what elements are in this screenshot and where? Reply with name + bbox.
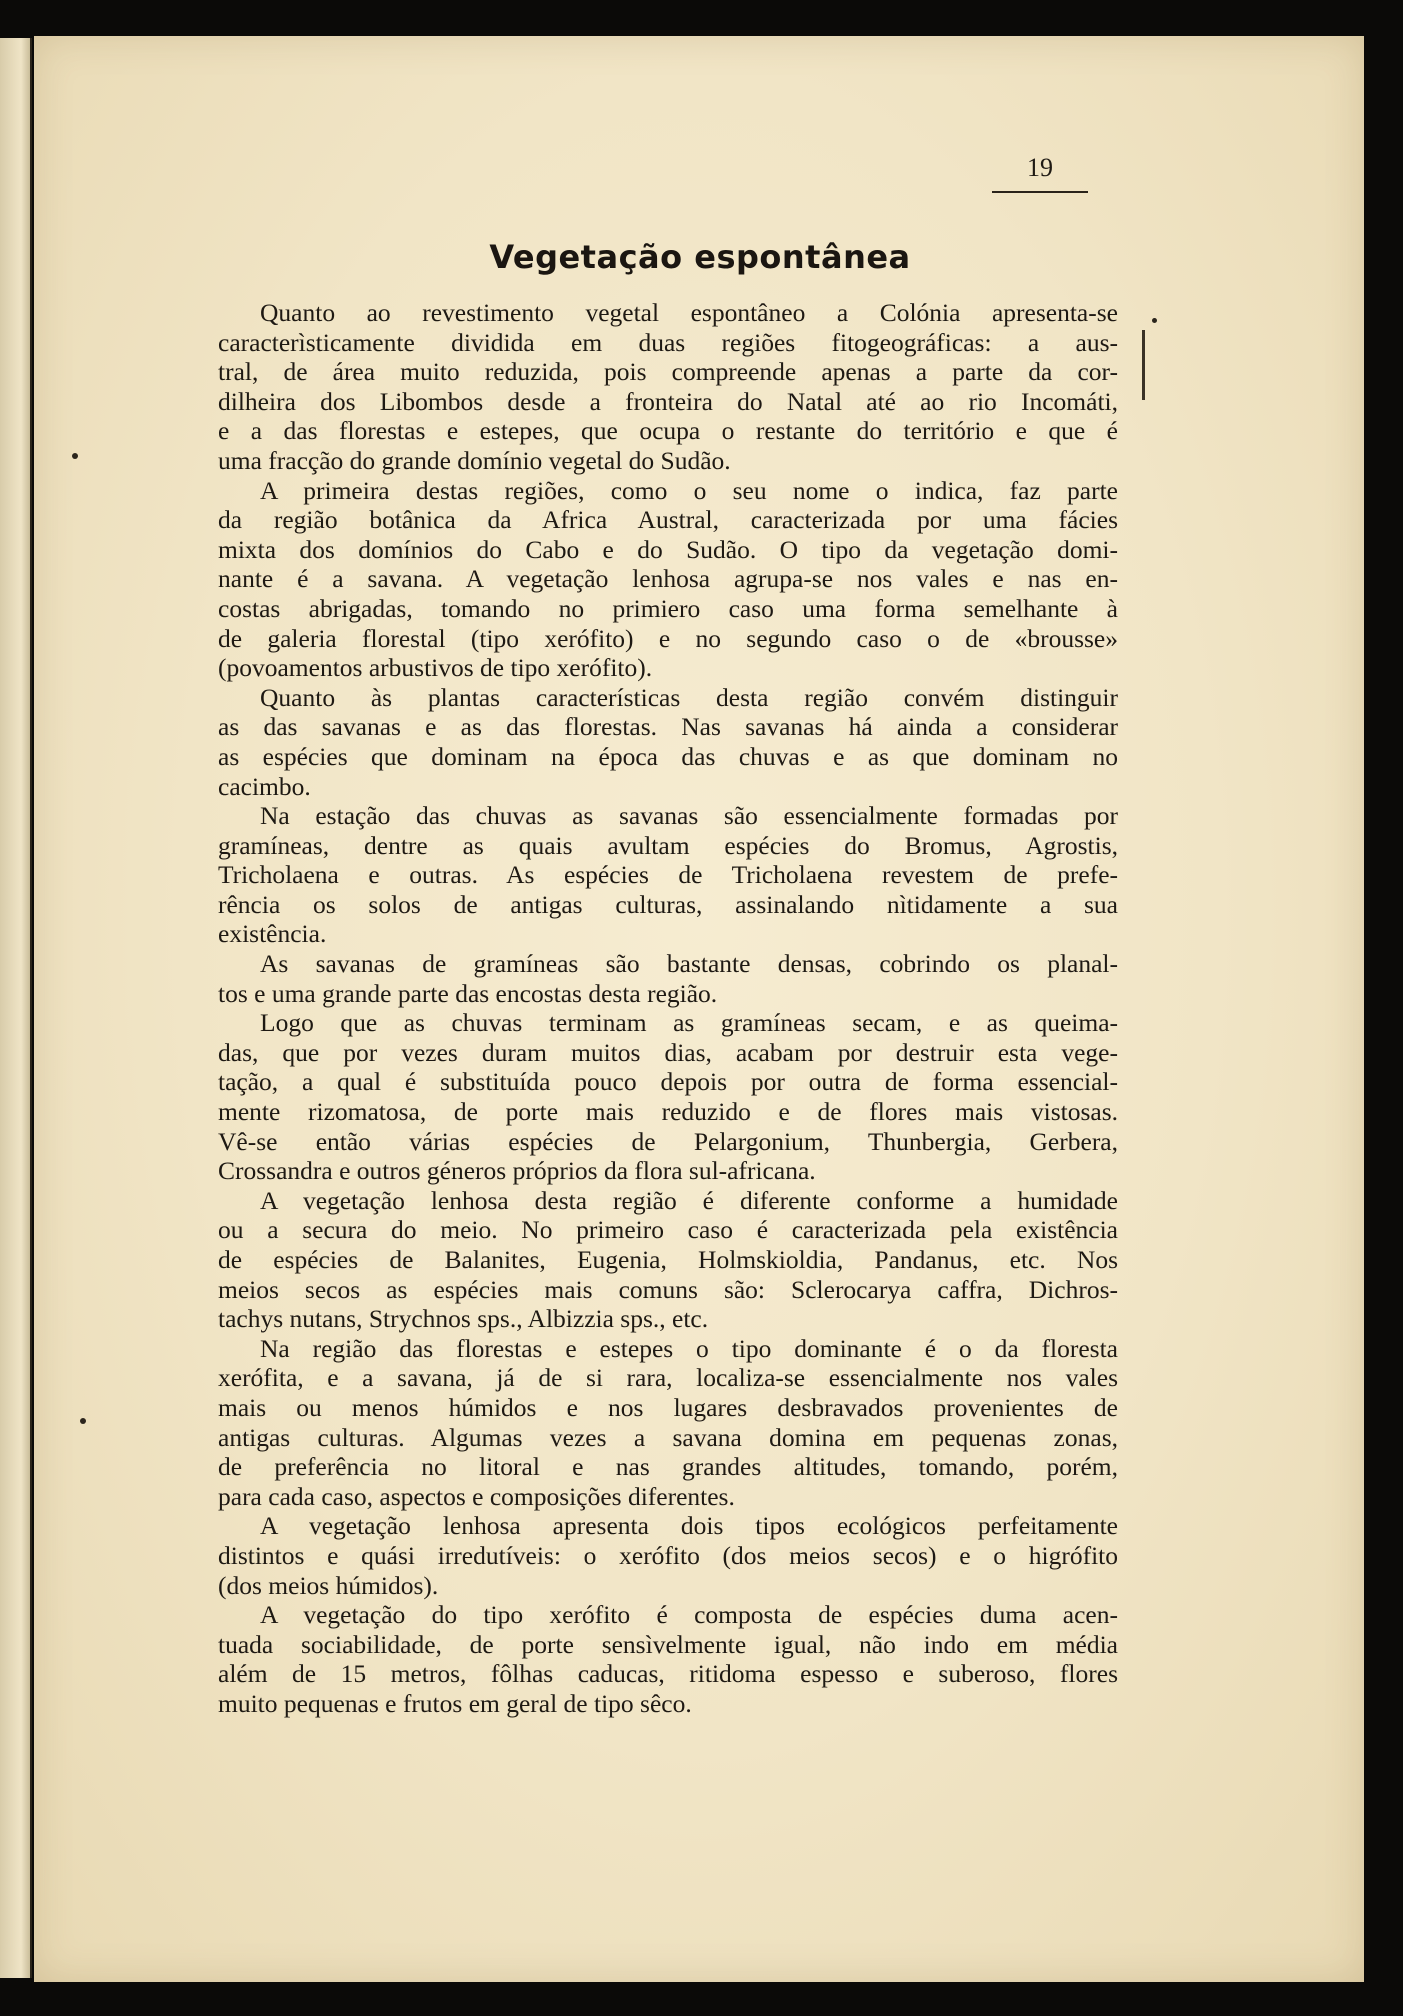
text-line: Na região das florestas e estepes o tipo dominante é o da floresta: [260, 1333, 1118, 1363]
text-line: caracterìsticamente dividida em duas regiões fitogeográficas: a aus-: [218, 327, 1118, 357]
text-line: nante é a savana. A vegetação lenhosa agrupa-se nos vales e nas en-: [218, 564, 1118, 594]
text-line: A vegetação lenhosa desta região é diferente conforme a humidade: [260, 1185, 1118, 1215]
text-line: xerófita, e a savana, já de si rara, localiza-se essencialmente nos vales: [218, 1363, 1118, 1393]
ink-speck: [80, 1418, 86, 1424]
text-line: mente rizomatosa, de porte mais reduzido e de flores mais vistosas.: [218, 1097, 1118, 1127]
text-line: uma fracção do grande domínio vegetal do Sudão.: [218, 445, 731, 475]
text-line: A vegetação lenhosa apresenta dois tipos ecológicos perfeitamente: [260, 1511, 1118, 1541]
text-line: existência.: [218, 919, 327, 949]
text-line: (dos meios húmidos).: [218, 1570, 439, 1600]
text-line: mais ou menos húmidos e nos lugares desbravados provenientes de: [218, 1392, 1118, 1422]
text-line: Vê-se então várias espécies de Pelargonium, Thunbergia, Gerbera,: [218, 1126, 1118, 1156]
text-line: gramíneas, dentre as quais avultam espécies do Bromus, Agrostis,: [218, 830, 1118, 860]
text-line: Logo que as chuvas terminam as gramíneas secam, e as queima-: [260, 1008, 1118, 1038]
text-line: Crossandra e outros géneros próprios da flora sul-africana.: [218, 1156, 816, 1186]
text-line: A primeira destas regiões, como o seu nome o indica, faz parte: [260, 475, 1118, 505]
text-line: as das savanas e as das florestas. Nas savanas há ainda a considerar: [218, 712, 1118, 742]
text-line: para cada caso, aspectos e composições diferentes.: [218, 1481, 735, 1511]
page-number-rule: [992, 191, 1088, 193]
text-line: Tricholaena e outras. As espécies de Tricholaena revestem de prefe-: [218, 860, 1118, 890]
margin-mark: [1142, 330, 1145, 400]
text-line: costas abrigadas, tomando no primiero caso uma forma semelhante à: [218, 593, 1118, 623]
page-number: 19: [1027, 153, 1053, 182]
text-line: tral, de área muito reduzida, pois compreende apenas a parte da cor-: [218, 357, 1118, 387]
text-line: antigas culturas. Algumas vezes a savana domina em pequenas zonas,: [218, 1422, 1118, 1452]
text-line: tos e uma grande parte das encostas desta região.: [218, 978, 718, 1008]
text-line: rência os solos de antigas culturas, assinalando nìtidamente a sua: [218, 889, 1118, 919]
text-line: além de 15 metros, fôlhas caducas, ritidoma espesso e suberoso, flores: [218, 1659, 1118, 1689]
body-text: [218, 298, 1118, 1719]
ink-speck: [1152, 318, 1157, 323]
text-line: de galeria florestal (tipo xerófito) e no segundo caso o de «brousse»: [218, 623, 1118, 653]
text-line: das, que por vezes duram muitos dias, acabam por destruir esta vege-: [218, 1037, 1118, 1067]
text-line: Quanto às plantas características desta região convém distinguir: [260, 682, 1118, 712]
text-line: tachys nutans, Strychnos sps., Albizzia sps., etc.: [218, 1304, 709, 1334]
text-line: de espécies de Balanites, Eugenia, Holmskioldia, Pandanus, etc. Nos: [218, 1245, 1118, 1274]
text-line: e a das florestas e estepes, que ocupa o restante do território e que é: [218, 416, 1118, 446]
text-line: ou a secura do meio. No primeiro caso é caracterizada pela existência: [218, 1215, 1118, 1245]
text-line: tuada sociabilidade, de porte sensìvelmente igual, não indo em média: [218, 1629, 1118, 1659]
text-line: A vegetação do tipo xerófito é composta de espécies duma acen-: [260, 1600, 1118, 1630]
text-line: mixta dos domínios do Cabo e do Sudão. O tipo da vegetação domi-: [218, 534, 1118, 564]
text-line: de preferência no litoral e nas grandes altitudes, tomando, porém,: [218, 1452, 1118, 1482]
text-line: muito pequenas e frutos em geral de tipo sêco.: [218, 1688, 692, 1718]
text-line: as espécies que dominam na época das chuvas e as que dominam no: [218, 741, 1118, 771]
text-line: cacimbo.: [218, 771, 311, 801]
text-line: tação, a qual é substituída pouco depois por outra de forma essencial-: [218, 1067, 1118, 1097]
text-line: Quanto ao revestimento vegetal espontâneo a Colónia apresenta-se: [260, 298, 1118, 327]
text-line: dilheira dos Libombos desde a fronteira do Natal até ao rio Incomáti,: [218, 386, 1118, 416]
text-line: da região botânica da Africa Austral, caracterizada por uma fácies: [218, 505, 1118, 535]
text-line: distintos e quási irredutíveis: o xerófito (dos meios secos) e o higrófito: [218, 1540, 1118, 1570]
text-line: meios secos as espécies mais comuns são: Sclerocarya caffra, Dichros-: [218, 1274, 1118, 1304]
facing-page-edge: [0, 38, 32, 1978]
text-line: As savanas de gramíneas são bastante densas, cobrindo os planal-: [260, 949, 1118, 979]
ink-speck: [72, 453, 78, 459]
text-line: (povoamentos arbustivos de tipo xerófito).: [218, 653, 653, 683]
section-heading: Vegetação espontânea: [489, 238, 911, 276]
text-line: Na estação das chuvas as savanas são essencialmente formadas por: [260, 801, 1118, 831]
